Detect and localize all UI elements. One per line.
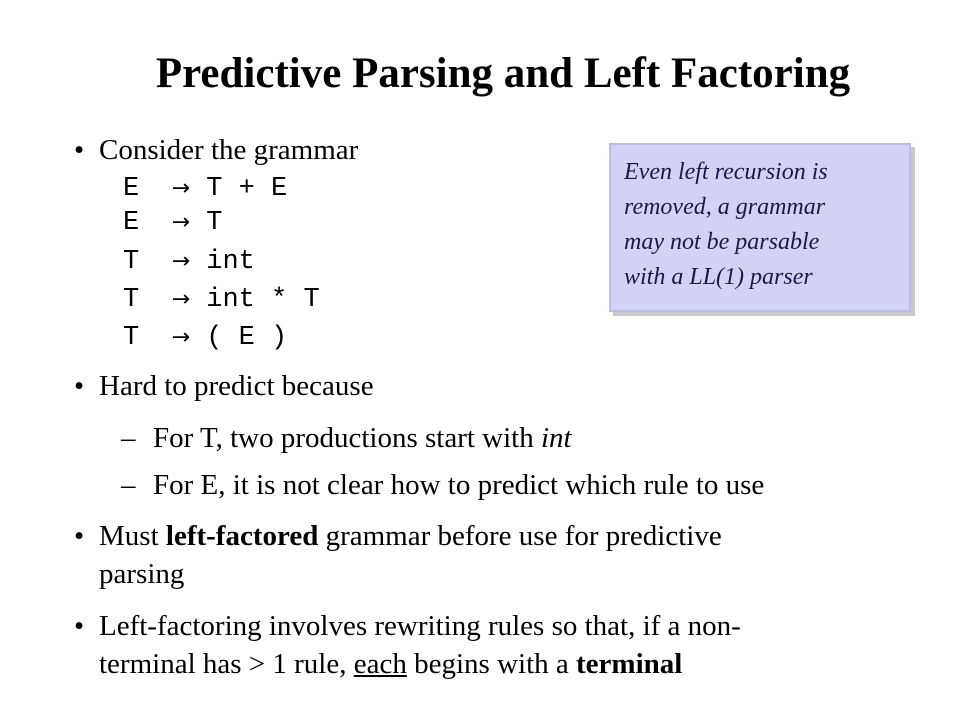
grammar-rule: E → T + E [123, 174, 288, 204]
bullet-dot: • [74, 370, 85, 402]
grammar-rule: T → int * T [123, 285, 320, 315]
grammar-rule: T → int [123, 247, 255, 277]
bullet-text: Consider the grammar [99, 134, 359, 166]
arrow-icon: → [171, 287, 191, 312]
callout-note [609, 143, 911, 312]
bullet-text: Hard to predict because [99, 370, 374, 402]
bullet-text: Left-factoring involves rewriting rules so that, if a non- [99, 610, 741, 642]
callout-line: Even left recursion is [624, 159, 828, 185]
sub-bullet-emphasis: int [541, 422, 572, 454]
bullet-text: grammar before use for predictive [318, 520, 722, 552]
sub-bullet-dash: – [121, 422, 136, 454]
sub-bullet-dash: – [121, 469, 136, 501]
sub-bullet-text: For T, two productions start with [153, 422, 541, 454]
callout-line: may not be parsable [624, 229, 820, 255]
callout-line: removed, a grammar [624, 194, 826, 220]
slide-title: Predictive Parsing and Left Factoring [155, 50, 851, 97]
arrow-icon: → [171, 325, 191, 350]
bullet-bold: left-factored [165, 520, 319, 552]
bullet-underline: each [353, 648, 407, 680]
bullet-bold: terminal [576, 648, 683, 680]
bullet-dot: • [74, 610, 85, 642]
bullet-text: begins with a [406, 648, 577, 680]
callout-line: with a LL(1) parser [624, 264, 813, 290]
bullet-text: parsing [99, 558, 185, 590]
bullet-dot: • [74, 134, 85, 166]
bullet-text: terminal has > 1 rule, [99, 648, 354, 680]
bullet-text: Must [99, 520, 166, 552]
arrow-icon: → [171, 176, 191, 201]
grammar-rule: T → ( E ) [123, 323, 288, 353]
sub-bullet-text: For E, it is not clear how to predict which rule to use [153, 469, 765, 501]
arrow-icon: → [171, 249, 191, 274]
bullet-dot: • [74, 520, 85, 552]
arrow-icon: → [171, 210, 191, 235]
grammar-rule: E → T [123, 208, 223, 238]
